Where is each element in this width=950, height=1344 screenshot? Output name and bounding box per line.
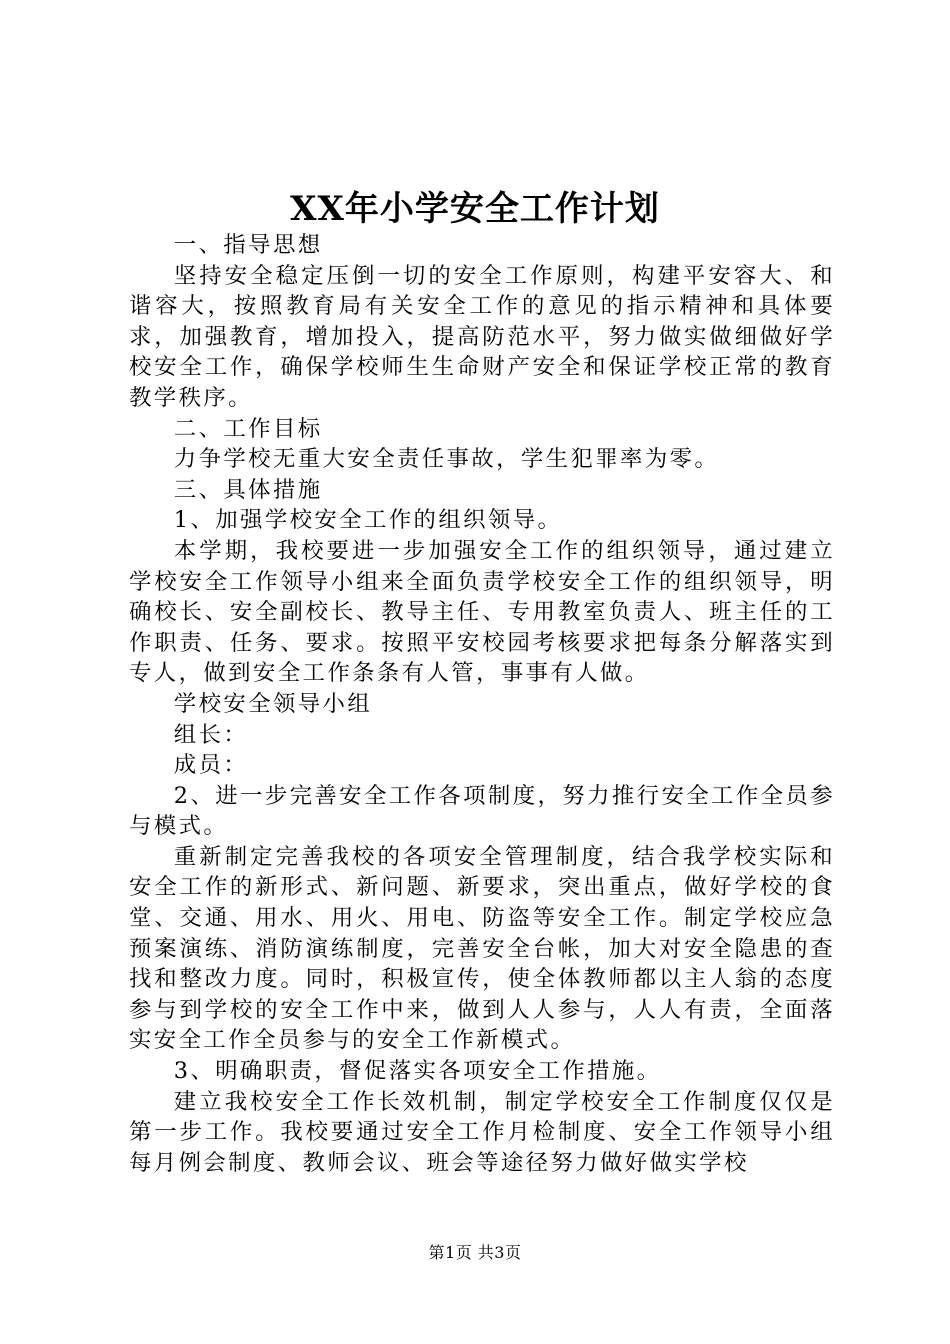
document-body [129,230,835,1178]
subheading-measure-1: 1、加强学校安全工作的组织领导。 [173,507,563,534]
subheading-measure-2: 2、进一步完善安全工作各项制度，努力推行安全工作全员参与模式。 [129,782,835,840]
page-number-footer: 第1页 共3页 [428,1243,522,1262]
document-title: XX年小学安全工作计划 [290,189,660,229]
heading-work-goals: 二、工作目标 [173,415,323,442]
group-members-line: 成员： [173,752,249,779]
leadership-group-title: 学校安全领导小组 [173,690,373,717]
paragraph-measure-2: 重新制定完善我校的各项安全管理制度，结合我学校实际和安全工作的新形式、新问题、新要求，突出重点，做好学校的食堂、交通、用水、用火、用电、防盗等安全工作。制定学校应急预案演练、消防演练制度，完善安全台帐，加大对安全隐患的查找和整改力度。同时，积极宣传，使全体教师都以主人翁的态度参与到学校的安全工作中来，做到人人参与，人人有责，全面落实安全工作全员参与的安全工作新模式。 [129,843,835,1054]
subheading-measure-3: 3、明确职责，督促落实各项安全工作措施。 [173,1058,662,1085]
group-leader-line: 组长： [173,721,249,748]
paragraph-work-goals: 力争学校无重大安全责任事故，学生犯罪率为零。 [173,446,720,473]
heading-specific-measures: 三、具体措施 [173,476,323,503]
paragraph-measure-1: 本学期，我校要进一步加强安全工作的组织领导，通过建立学校安全工作领导小组来全面负责学校安全工作的组织领导，明确校长、安全副校长、教导主任、专用教室负责人、班主任的工作职责、任务、要求。按照平安校园考核要求把每条分解落实到专人，做到安全工作条条有人管，事事有人做。 [129,537,835,687]
paragraph-measure-3: 建立我校安全工作长效机制，制定学校安全工作制度仅仅是第一步工作。我校要通过安全工作月检制度、安全工作领导小组每月例会制度、教师会议、班会等途径努力做好做实学校 [129,1088,835,1176]
heading-guiding-ideology: 一、指导思想 [173,232,323,258]
paragraph-guiding-ideology: 坚持安全稳定压倒一切的安全工作原则，构建平安容大、和谐容大，按照教育局有关安全工作的意见的指示精神和具体要求，加强教育，增加投入，提高防范水平，努力做实做细做好学校安全工作，确保学校师生生命财产安全和保证学校正常的教育教学秩序。 [129,262,835,411]
